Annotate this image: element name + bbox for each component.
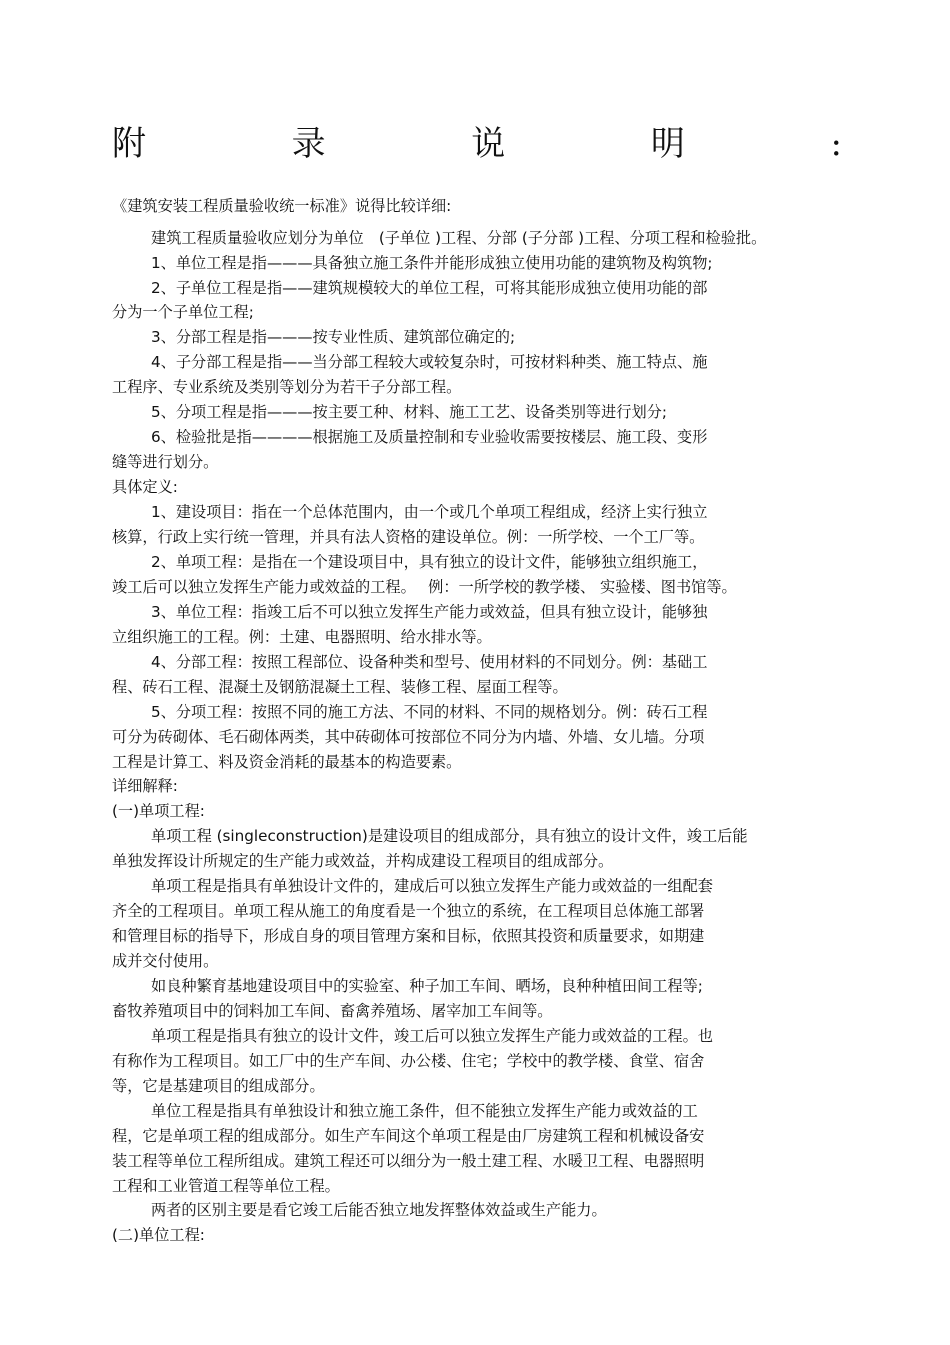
text-line: 2、单项工程：是指在一个建设项目中，具有独立的设计文件，能够独立组织施工， [151, 553, 708, 571]
text-line: 2、子单位工程是指——建筑规模较大的单位工程，可将其能形成独立使用功能的部 [151, 279, 708, 297]
text-line: 核算，行政上实行统一管理，并具有法人资格的建设单位。例：一所学校、一个工厂等。 [112, 528, 705, 546]
text-line: 1、单位工程是指———具备独立施工条件并能形成独立使用功能的建筑物及构筑物; [151, 254, 713, 272]
text-line: 程、砖石工程、混凝土及钢筋混凝土工程、装修工程、屋面工程等。 [112, 678, 568, 696]
title-char: 明 [650, 124, 685, 164]
title-char: 录 [291, 124, 326, 164]
text-line: 单位工程是指具有单独设计和独立施工条件，但不能独立发挥生产能力或效益的工 [151, 1102, 698, 1120]
text-line: 装工程等单位工程所组成。建筑工程还可以细分为一般土建工程、水暖卫工程、电器照明 [112, 1152, 705, 1170]
title-char: 附 [112, 124, 146, 164]
text-line: 程，它是单项工程的组成部分。如生产车间这个单项工程是由厂房建筑工程和机械设备安 [112, 1127, 705, 1145]
text-line: 竣工后可以独立发挥生产能力或效益的工程。 例：一所学校的教学楼、 实验楼、图书馆等。 [112, 578, 737, 596]
title-char: 说 [471, 124, 506, 164]
text-line: 单项工程 (singleconstruction)是建设项目的组成部分，具有独立的设计文件，竣工后能 [151, 827, 748, 845]
text-line: 工程序、专业系统及类别等划分为若干子分部工程。 [112, 378, 462, 396]
text-line: 等，它是基建项目的组成部分。 [112, 1077, 325, 1095]
text-line: 立组织施工的工程。例：土建、电器照明、给水排水等。 [112, 628, 492, 646]
text-line: 单项工程是指具有单独设计文件的，建成后可以独立发挥生产能力或效益的一组配套 [151, 877, 713, 895]
text-line: 齐全的工程项目。单项工程从施工的角度看是一个独立的系统，在工程项目总体施工部署 [112, 902, 705, 920]
text-line: 分为一个子单位工程; [112, 303, 254, 321]
text-line: 6、检验批是指————根据施工及质量控制和专业验收需要按楼层、施工段、变形 [151, 428, 708, 446]
text-line: 3、单位工程：指竣工后不可以独立发挥生产能力或效益，但具有独立设计，能够独 [151, 603, 708, 621]
text-line: 畜牧养殖项目中的饲料加工车间、畜禽养殖场、屠宰加工车间等。 [112, 1002, 553, 1020]
text-line: 两者的区别主要是看它竣工后能否独立地发挥整体效益或生产能力。 [151, 1201, 607, 1219]
text-line: 可分为砖砌体、毛石砌体两类，其中砖砌体可按部位不同分为内墙、外墙、女儿墙。分项 [112, 728, 705, 746]
text-line: 5、分项工程：按照不同的施工方法、不同的材料、不同的规格划分。例：砖石工程 [151, 703, 708, 721]
text-line: 3、分部工程是指———按专业性质、建筑部位确定的; [151, 328, 516, 346]
section-heading: 详细解释: [112, 777, 178, 795]
text-line: 如良种繁育基地建设项目中的实验室、种子加工车间、晒场，良种种植田间工程等; [151, 977, 703, 995]
section-heading: 具体定义: [112, 478, 178, 496]
text-line: 5、分项工程是指———按主要工种、材料、施工工艺、设备类别等进行划分; [151, 403, 667, 421]
text-line: 建筑工程质量验收应划分为单位 (子单位 )工程、分部 (子分部 )工程、分项工程和检验批。 [151, 229, 767, 247]
text-line: 缝等进行划分。 [112, 453, 219, 471]
text-line: 有称作为工程项目。如工厂中的生产车间、办公楼、住宅；学校中的教学楼、食堂、宿舍 [112, 1052, 705, 1070]
section-heading: (一)单项工程: [112, 802, 205, 820]
text-line: 4、分部工程：按照工程部位、设备种类和型号、使用材料的不同划分。例：基础工 [151, 653, 708, 671]
text-line: 单独发挥设计所规定的生产能力或效益，并构成建设工程项目的组成部分。 [112, 852, 614, 870]
text-line: 1、建设项目：指在一个总体范围内，由一个或几个单项工程组成，经济上实行独立 [151, 503, 708, 521]
text-line: 和管理目标的指导下，形成自身的项目管理方案和目标，依照其投资和质量要求，如期建 [112, 927, 705, 945]
intro-line: 《建筑安装工程质量验收统一标准》说得比较详细: [112, 197, 452, 215]
text-line: 成并交付使用。 [112, 952, 219, 970]
page-title [112, 120, 842, 168]
text-line: 4、子分部工程是指——当分部工程较大或较复杂时，可按材料种类、施工特点、施 [151, 353, 708, 371]
text-line: 工程是计算工、料及资金消耗的最基本的构造要素。 [112, 753, 462, 771]
text-line: 工程和工业管道工程等单位工程。 [112, 1177, 340, 1195]
title-char: : [830, 124, 842, 164]
section-heading: (二)单位工程: [112, 1226, 205, 1244]
text-line: 单项工程是指具有独立的设计文件，竣工后可以独立发挥生产能力或效益的工程。也 [151, 1027, 713, 1045]
